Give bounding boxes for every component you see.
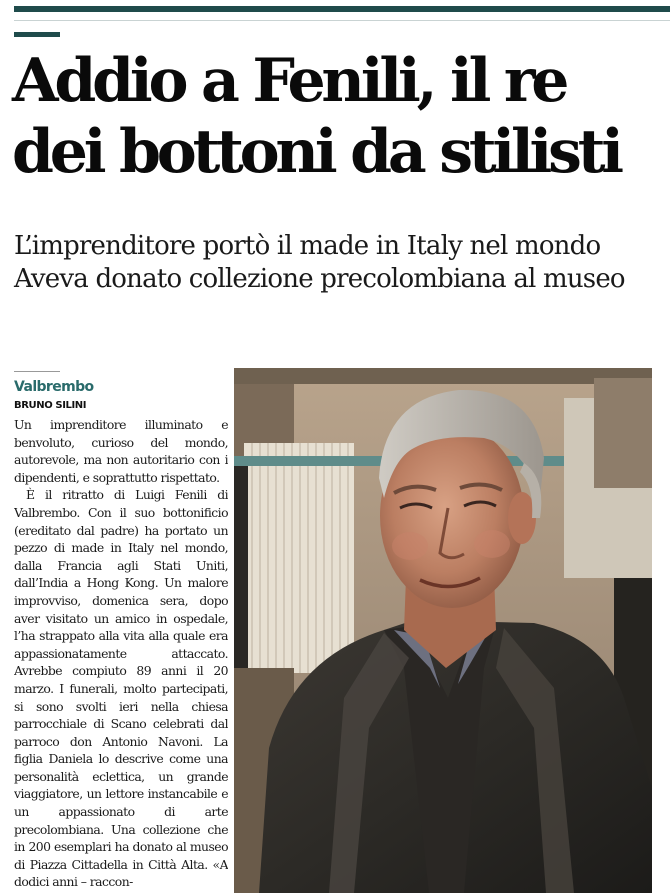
portrait-illustration — [234, 368, 652, 893]
column-rule — [14, 371, 60, 372]
headline — [12, 46, 662, 188]
article-body — [14, 416, 228, 893]
paragraph-1: Un imprenditore illuminato e benvoluto, curioso del mondo, autorevole, ma non autoritario con i dipendenti, e soprattutto rispettato. — [14, 417, 228, 485]
headline-line-2: dei bottoni da stilisti — [12, 117, 620, 187]
subheadline — [14, 230, 664, 296]
portrait-photo — [234, 368, 652, 893]
top-rule — [14, 6, 670, 12]
headline-line-1: Addio a Fenili, il re — [12, 46, 566, 116]
paragraph-2: È il ritratto di Luigi Fenili di Valbrembo. Con il suo bottonificio (ereditato dal padre) ha portato un pezzo di made in Italy nel mondo, dalla Francia agli Stati Uniti, dall’India a Hong Kong. Un malore improvviso, domenica sera, dopo aver visitato un amico in ospedale, l’ha strappato alla vita alla quale era appassionatamente attaccato. Avrebbe compiuto 89 anni il 20 marzo. I funerali, molto partecipati, si sono svolti ieri nella chiesa parrocchiale di Scano celebrati dal parroco don Antonio Navoni. La figlia Daniela lo descrive come una personalità eclettica, un grande viaggiatore, un lettore instancabile e un appassionato di arte precolombiana. Una collezione che in 200 esemplari ha donato al museo di Piazza Cittadella in Città Alta. «A dodici anni – raccon- — [14, 487, 228, 890]
thin-rule — [14, 20, 670, 21]
subhead-line-2: Aveva donato collezione precolombiana al museo — [14, 264, 625, 294]
subhead-line-1: L’imprenditore portò il made in Italy nel mondo — [14, 231, 601, 261]
author-byline: BRUNO SILINI — [14, 400, 87, 411]
accent-bar — [14, 32, 60, 37]
location-label: Valbrembo — [14, 379, 94, 395]
